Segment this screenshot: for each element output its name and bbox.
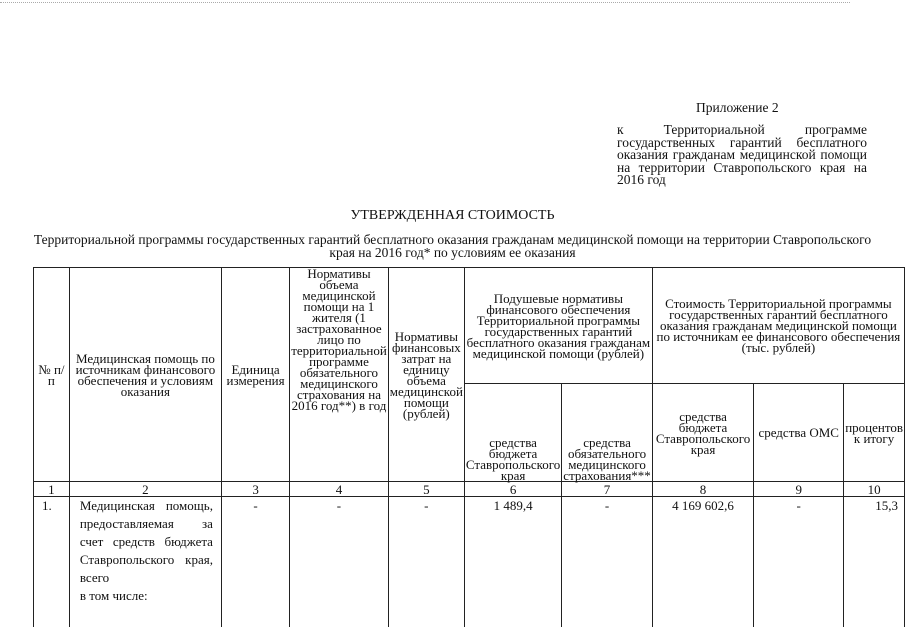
column-number: 8 <box>652 482 753 497</box>
top-rule <box>0 2 850 3</box>
header-care: Медицинская помощь по источникам финансового обеспечения и условиям оказания <box>69 268 221 482</box>
row-unit: - <box>221 497 289 628</box>
header-unit: Единица измерения <box>221 268 289 482</box>
row-percent: 15,3 <box>844 497 905 628</box>
column-number: 7 <box>562 482 653 497</box>
column-number: 1 <box>34 482 70 497</box>
header-cost: Стоимость Территориальной программы государственных гарантий бесплатного оказания гражданам медицинской помощи по источникам ее финансового обеспечения (тыс. рублей) <box>652 268 904 384</box>
column-number: 3 <box>221 482 289 497</box>
row-name-cell <box>69 497 221 628</box>
column-number: 9 <box>754 482 844 497</box>
header-per-capita: Подушевые нормативы финансового обеспечения Территориальной программы государственных гарантий бесплатного оказания гражданам медицинской помощи (рублей) <box>464 268 652 384</box>
row-note: в том числе: <box>79 588 148 603</box>
document-subtitle: Территориальной программы государственных гарантий бесплатного оказания гражданам медицинской помощи на территории Ставропольского края на 2016 год* по условиям ее оказания <box>33 232 872 260</box>
document-title: УТВЕРЖДЕННАЯ СТОИМОСТЬ <box>350 208 555 223</box>
header-cost-budget: средства бюджета Ставропольского края <box>652 384 753 482</box>
header-volume-norms: Нормативы объема медицинской помощи на 1 жителя (1 застрахованное лицо по территориальной программе обязательного медицинского страхования на 2016 год**) в год <box>290 268 389 482</box>
column-number: 2 <box>69 482 221 497</box>
row-per-capita-oms: - <box>562 497 653 628</box>
header-cost-norms: Нормативы финансовых затрат на единицу объема медицинской помощи (рублей) <box>388 268 464 482</box>
table-row <box>34 497 905 628</box>
appendix-text: к Территориальной программе государственных гарантий бесплатного оказания гражданам медицинской помощи на территории Ставропольского края на 2016 год <box>617 122 867 187</box>
column-number: 6 <box>464 482 561 497</box>
row-name: Медицинская помощь, предоставляемая за счет средств бюджета Ставропольского края, всего <box>79 498 213 585</box>
header-per-capita-budget: средства бюджета Ставропольского края <box>464 384 561 482</box>
header-per-capita-oms: средства обязательного медицинского страхования*** <box>562 384 653 482</box>
row-volume: - <box>290 497 389 628</box>
column-number: 4 <box>290 482 389 497</box>
row-number: 1. <box>34 497 70 628</box>
row-cost-oms: - <box>754 497 844 628</box>
row-cost-norm: - <box>388 497 464 628</box>
column-number: 5 <box>388 482 464 497</box>
row-per-capita-budget: 1 489,4 <box>464 497 561 628</box>
header-num: № п/п <box>34 268 70 482</box>
appendix-title: Приложение 2 <box>696 100 779 115</box>
column-number: 10 <box>844 482 905 497</box>
header-cost-oms: средства ОМС <box>754 384 844 482</box>
row-cost-budget: 4 169 602,6 <box>652 497 753 628</box>
header-cost-percent: процентов к итогу <box>844 384 905 482</box>
column-number-row <box>34 482 905 497</box>
cost-table <box>33 267 905 627</box>
